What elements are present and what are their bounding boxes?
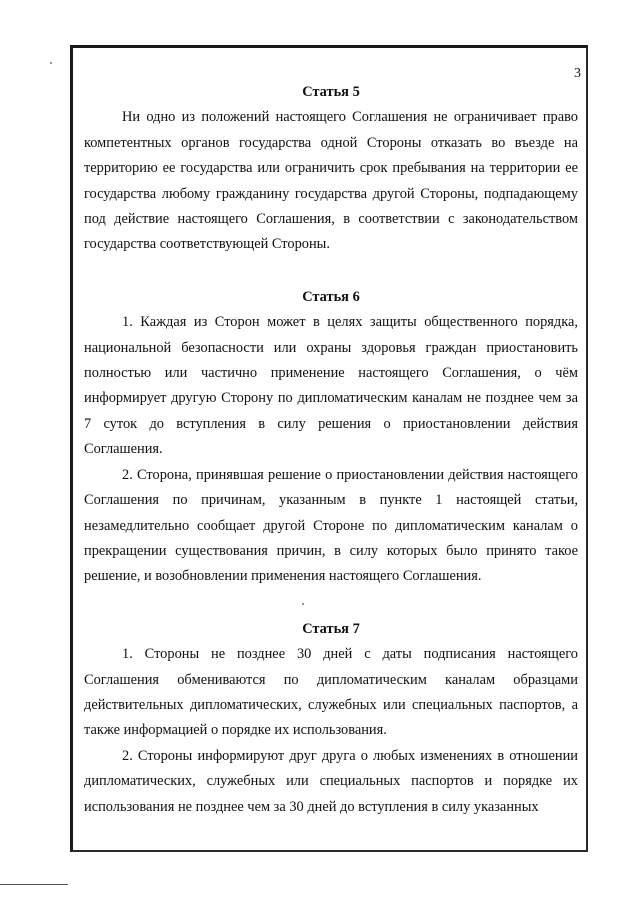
- scan-speck: [302, 603, 304, 605]
- article-7: [84, 617, 578, 820]
- document-body: [84, 80, 578, 820]
- article-6: [84, 285, 578, 590]
- footnote-rule: [0, 884, 68, 885]
- article-6-paragraph-1: 1. Каждая из Сторон может в целях защиты общественного порядка, национальной безопасности или охраны здоровья граждан приостановить полностью или частично применение настоящего Соглашения, о чём информирует другую Сторону по дипломатическим каналам не позднее чем за 7 суток до вступления в силу решения о приостановлении действия Соглашения.: [84, 314, 578, 458]
- article-7-heading: Статья 7: [302, 620, 360, 637]
- article-5-paragraph: Ни одно из положений настоящего Соглашения не ограничивает право компетентных органов государства одной Стороны отказать во въезде на территорию ее государства или ограничить срок пребывания на территории ее государства любому гражданину государства другой Стороны, подпадающему под действие настоящего Соглашения, в соответствии с законодательством государства соответствующей Стороны.: [84, 109, 578, 253]
- article-6-heading: Статья 6: [302, 288, 360, 305]
- article-5-heading: Статья 5: [302, 84, 360, 100]
- article-7-paragraph-1: 1. Стороны не позднее 30 дней с даты подписания настоящего Соглашения обмениваются по дипломатическим каналам образцами действительных дипломатических, служебных или специальных паспортов, а также информацией о порядке их использования.: [84, 646, 578, 739]
- scan-speck: [50, 62, 52, 64]
- page-number: 3: [574, 66, 581, 81]
- article-5: [84, 80, 578, 258]
- article-7-paragraph-2: 2. Стороны информируют друг друга о любых изменениях в отношении дипломатических, служебных или специальных паспортов и порядке их использования не позднее чем за 30 дней до вступления в силу указанных: [84, 747, 578, 815]
- article-6-paragraph-2: 2. Сторона, принявшая решение о приостановлении действия настоящего Соглашения по причинам, указанным в пункте 1 настоящей статьи, незамедлительно сообщает другой Стороне по дипломатическим каналам о прекращении существования причин, в силу которых было принято такое решение, и возобновлении применения настоящего Соглашения.: [84, 466, 578, 585]
